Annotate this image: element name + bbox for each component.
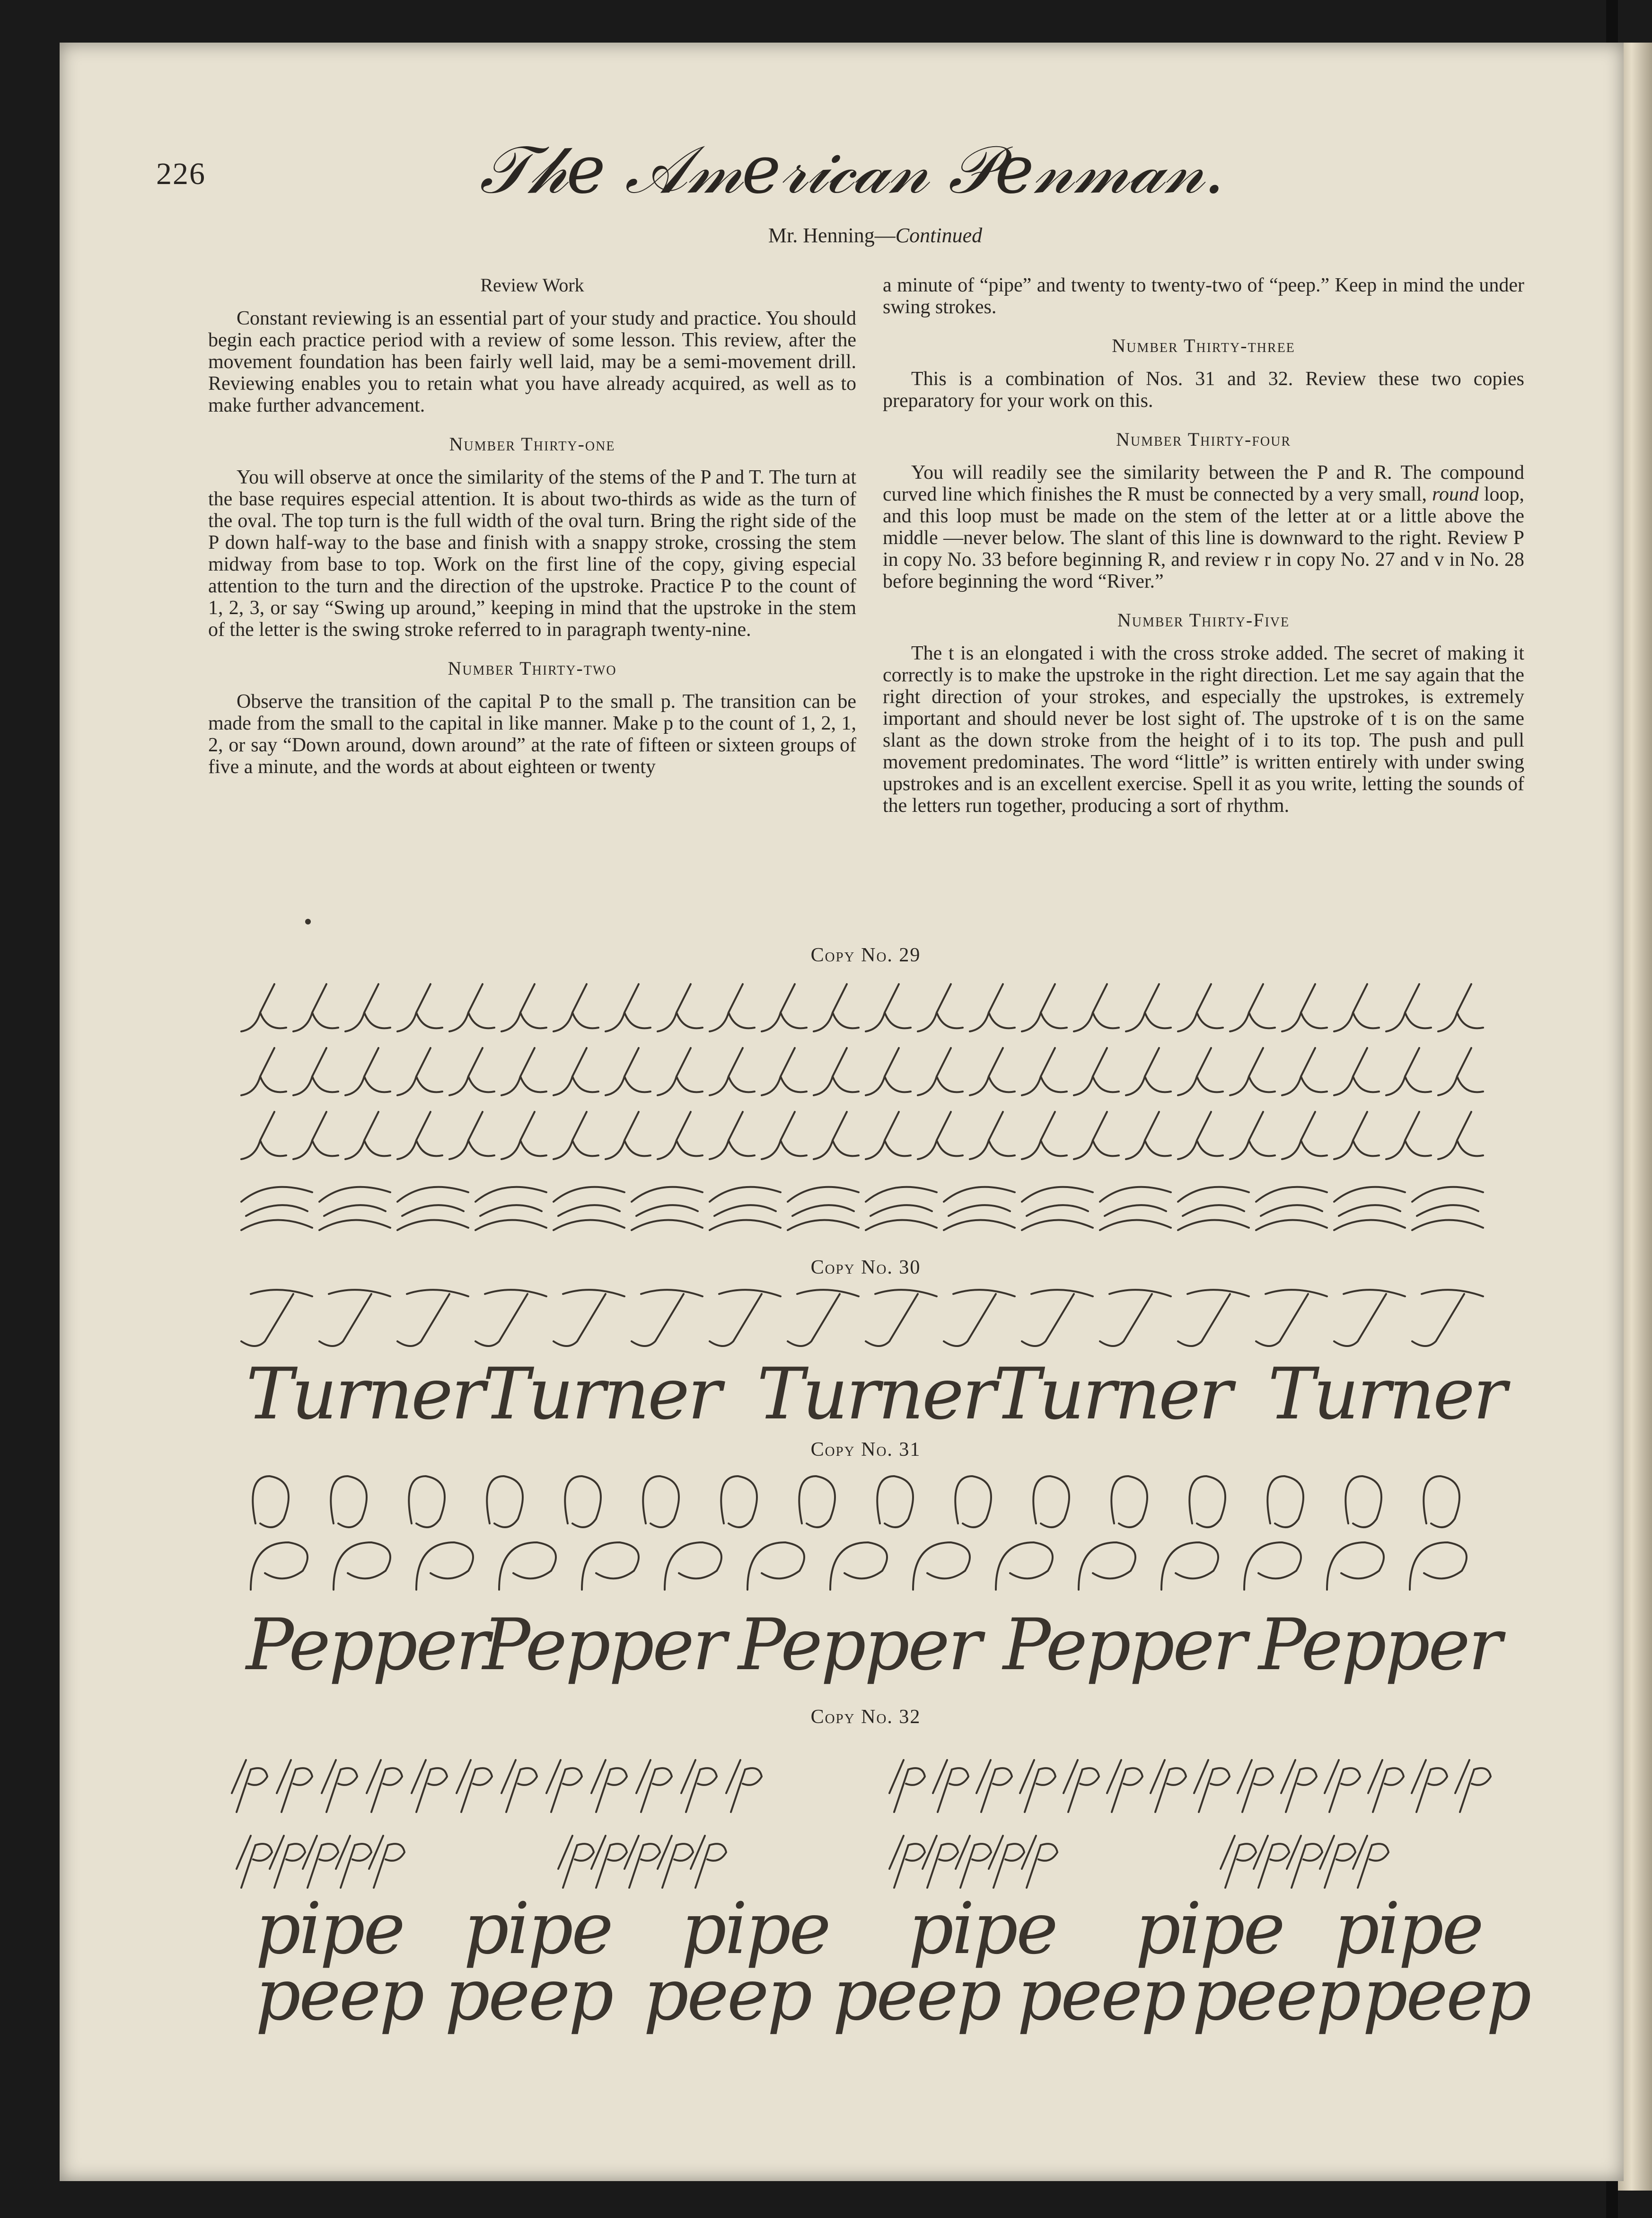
stem-stroke: [241, 984, 286, 1031]
capital-p-stroke: [251, 1542, 308, 1590]
byline: Mr. Henning—Continued: [768, 224, 983, 247]
p-transition-stroke: [1325, 1760, 1360, 1812]
copy-label-29: Copy No. 29: [810, 944, 921, 966]
p-transition-stroke: [1412, 1760, 1447, 1812]
stem-stroke: [241, 1048, 286, 1095]
stem-stroke: [1022, 984, 1067, 1031]
p-transition-stroke: [726, 1760, 762, 1812]
oval-drill-stroke: [1100, 1187, 1171, 1230]
stem-stroke: [1126, 1048, 1171, 1095]
copy-31-word-2: Pepper: [483, 1604, 725, 1686]
stem-stroke: [1438, 1048, 1483, 1095]
ink-speck: [305, 919, 311, 924]
capital-t-stroke: [866, 1290, 937, 1346]
oval-drill-stroke: [241, 1187, 312, 1230]
capital-p-stroke: [747, 1542, 804, 1590]
copy-30-word-2: Turner: [483, 1353, 720, 1435]
copy-30-word-1: Turner: [246, 1353, 483, 1435]
stem-stroke: [1022, 1112, 1067, 1159]
small-p-stroke: [1287, 1836, 1322, 1888]
stem-stroke: [345, 1048, 390, 1095]
copy-32-peep-3: peep: [643, 1954, 811, 2036]
stem-stroke: [397, 1112, 442, 1159]
stem-stroke: [345, 1112, 390, 1159]
stem-stroke: [345, 984, 390, 1031]
stem-stroke: [658, 984, 703, 1031]
capital-t-stroke: [632, 1290, 703, 1346]
stem-stroke: [866, 1112, 911, 1159]
stem-stroke: [710, 1048, 755, 1095]
capital-t-stroke: [1022, 1290, 1093, 1346]
oval-drill-stroke: [944, 1187, 1015, 1230]
oval-drill-stroke: [1022, 1187, 1093, 1230]
capital-p-stroke: [1161, 1542, 1218, 1590]
capital-t-stroke: [1100, 1290, 1171, 1346]
stem-stroke: [866, 984, 911, 1031]
stem-stroke: [710, 984, 755, 1031]
stem-stroke: [762, 984, 807, 1031]
stem-stroke: [1230, 984, 1275, 1031]
stem-stroke: [606, 1112, 650, 1159]
stem-stroke: [866, 1048, 911, 1095]
small-p-stroke: [1221, 1836, 1256, 1888]
copy-31-capital-rows: [237, 1471, 1514, 1594]
copy-31-word-4: Pepper: [1003, 1604, 1245, 1686]
p-transition-stroke: [1238, 1760, 1273, 1812]
capital-u-stroke: [877, 1476, 913, 1527]
stem-stroke: [1126, 984, 1171, 1031]
p-transition-stroke: [1063, 1760, 1099, 1812]
copy-32-pipe-4: pipe: [908, 1888, 1056, 1970]
stem-stroke: [1386, 1048, 1431, 1095]
copy-32-p-rows: [227, 1736, 1504, 1907]
small-p-stroke: [1254, 1836, 1289, 1888]
stem-stroke: [397, 984, 442, 1031]
p-transition-stroke: [232, 1760, 267, 1812]
copy-32-peep-5: peep: [1017, 1954, 1185, 2036]
copy-label-31: Copy No. 31: [810, 1439, 921, 1461]
capital-p-stroke: [913, 1542, 970, 1590]
capital-p-stroke: [1327, 1542, 1384, 1590]
stem-stroke: [501, 1112, 546, 1159]
oval-drill-stroke: [397, 1187, 468, 1230]
stem-stroke: [918, 984, 963, 1031]
copy-32-pipe-5: pipe: [1135, 1888, 1283, 1970]
small-p-stroke: [237, 1836, 272, 1888]
capital-t-stroke: [1178, 1290, 1249, 1346]
capital-u-stroke: [799, 1476, 835, 1527]
stem-stroke: [1126, 1112, 1171, 1159]
small-p-stroke: [369, 1836, 404, 1888]
copy-32-peep-4: peep: [833, 1954, 1000, 2036]
capital-p-stroke: [1410, 1542, 1467, 1590]
small-p-stroke: [591, 1836, 627, 1888]
p-transition-stroke: [933, 1760, 968, 1812]
right-column: [883, 274, 1524, 834]
copy-32-pipe-1: pipe: [255, 1888, 404, 1970]
capital-u-stroke: [955, 1476, 991, 1527]
capital-p-stroke: [416, 1542, 473, 1590]
p-transition-stroke: [1194, 1760, 1230, 1812]
heading-thirty-three: Number Thirty-three: [1112, 335, 1295, 356]
small-p-stroke: [658, 1836, 693, 1888]
capital-u-stroke: [487, 1476, 523, 1527]
capital-t-stroke: [475, 1290, 546, 1346]
copy-31-word-3: Pepper: [738, 1604, 980, 1686]
copy-31-word-5: Pepper: [1258, 1604, 1501, 1686]
heading-review-work: Review Work: [480, 274, 584, 296]
p-transition-stroke: [546, 1760, 582, 1812]
small-p-stroke: [956, 1836, 991, 1888]
capital-p-stroke: [665, 1542, 721, 1590]
capital-u-stroke: [253, 1476, 289, 1527]
capital-t-stroke: [710, 1290, 781, 1346]
oval-drill-stroke: [1334, 1187, 1405, 1230]
stem-stroke: [1386, 1112, 1431, 1159]
p-transition-stroke: [636, 1760, 672, 1812]
p-transition-stroke: [412, 1760, 447, 1812]
capital-p-stroke: [996, 1542, 1053, 1590]
stem-stroke: [1282, 1048, 1327, 1095]
heading-thirty-five: Number Thirty-Five: [1117, 609, 1290, 631]
copy-32-pipe-6: pipe: [1334, 1888, 1482, 1970]
capital-u-stroke: [1424, 1476, 1459, 1527]
copy-29-strokes: [237, 975, 1504, 1240]
copy-30-word-4: Turner: [993, 1353, 1231, 1435]
stem-stroke: [1074, 1112, 1119, 1159]
capital-u-stroke: [1345, 1476, 1381, 1527]
stem-stroke: [814, 984, 859, 1031]
small-p-stroke: [923, 1836, 958, 1888]
small-p-stroke: [303, 1836, 338, 1888]
stem-stroke: [1230, 1112, 1275, 1159]
stem-stroke: [1074, 1048, 1119, 1095]
stem-stroke: [449, 1048, 494, 1095]
left-column: [208, 274, 856, 795]
oval-drill-stroke: [788, 1187, 859, 1230]
copy-32-pipe-2: pipe: [464, 1888, 612, 1970]
capital-p-stroke: [830, 1542, 887, 1590]
p-transition-stroke: [889, 1760, 925, 1812]
oval-drill-stroke: [1256, 1187, 1327, 1230]
stem-stroke: [501, 984, 546, 1031]
p-transition-stroke: [1020, 1760, 1055, 1812]
stem-stroke: [449, 1112, 494, 1159]
capital-t-stroke: [241, 1290, 312, 1346]
stem-stroke: [970, 984, 1015, 1031]
stem-stroke: [814, 1112, 859, 1159]
capital-t-stroke: [554, 1290, 624, 1346]
copy-32-peep-6: peep: [1192, 1954, 1360, 2036]
oval-drill-stroke: [554, 1187, 624, 1230]
stem-stroke: [918, 1112, 963, 1159]
copy-30-word-5: Turner: [1268, 1353, 1505, 1435]
stem-stroke: [1074, 984, 1119, 1031]
copy-30-capital-t-row: [237, 1287, 1514, 1353]
stem-stroke: [1178, 1112, 1223, 1159]
stem-stroke: [658, 1048, 703, 1095]
stem-stroke: [1022, 1048, 1067, 1095]
capital-t-stroke: [1412, 1290, 1483, 1346]
copy-30-word-3: Turner: [757, 1353, 994, 1435]
stem-stroke: [241, 1112, 286, 1159]
capital-u-stroke: [565, 1476, 601, 1527]
capital-u-stroke: [1033, 1476, 1069, 1527]
paragraph-thirty-four: You will readily see the similarity between the P and R. The compound curved line which finishes the R must be connected by a very small, round loop, and this loop must be made on the stem of the letter at or a little above the middle —never below. The slant of this line is downward to the right. Review P in copy No. 33 before beginning R, and review r in copy No. 27 and v in No. 28 before beginning the word “River.”: [883, 462, 1525, 592]
stem-stroke: [554, 1112, 598, 1159]
copy-label-32: Copy No. 32: [810, 1706, 921, 1728]
capital-t-stroke: [788, 1290, 859, 1346]
p-transition-stroke: [1281, 1760, 1317, 1812]
p-transition-stroke: [1107, 1760, 1142, 1812]
capital-u-stroke: [1111, 1476, 1147, 1527]
small-p-stroke: [558, 1836, 594, 1888]
p-transition-stroke: [1455, 1760, 1491, 1812]
paragraph-thirty-three: This is a combination of Nos. 31 and 32. Review these two copies preparatory for your work on this.: [883, 368, 1524, 412]
copy-32-peep-7: peep: [1362, 1954, 1530, 2036]
capital-p-stroke: [582, 1542, 639, 1590]
paragraph-continued: a minute of “pipe” and twenty to twenty-two of “peep.” Keep in mind the under swing strokes.: [883, 274, 1524, 318]
stem-stroke: [658, 1112, 703, 1159]
small-p-stroke: [624, 1836, 660, 1888]
copy-31-word-1: Pepper: [246, 1604, 488, 1686]
stem-stroke: [1178, 1048, 1223, 1095]
stem-stroke: [554, 1048, 598, 1095]
capital-u-stroke: [331, 1476, 367, 1527]
p-transition-stroke: [457, 1760, 492, 1812]
capital-p-stroke: [499, 1542, 556, 1590]
stem-stroke: [1282, 984, 1327, 1031]
stem-stroke: [970, 1048, 1015, 1095]
stem-stroke: [606, 1048, 650, 1095]
small-p-stroke: [336, 1836, 371, 1888]
heading-thirty-two: Number Thirty-two: [448, 658, 617, 679]
capital-u-stroke: [721, 1476, 757, 1527]
small-p-stroke: [691, 1836, 726, 1888]
page-number: 226: [156, 157, 206, 191]
capital-t-stroke: [319, 1290, 390, 1346]
stem-stroke: [1386, 984, 1431, 1031]
copy-label-30: Copy No. 30: [810, 1257, 921, 1278]
p-transition-stroke: [591, 1760, 627, 1812]
oval-drill-stroke: [866, 1187, 937, 1230]
capital-t-stroke: [944, 1290, 1015, 1346]
paragraph-thirty-five: The t is an elongated i with the cross stroke added. The secret of making it correctly is to make the upstroke in the right direction. Let me say again that the right direction of your strokes, and especially the upstrokes, is extremely important and should never be lost sight of. The upstroke of t is on the same slant as the down stroke from the height of i to its top. The push and pull movement predominates. The word “little” is written entirely with under swing upstrokes and is an excellent exercise. Spell it as you write, letting the sounds of the letters run together, producing a sort of rhythm.: [883, 643, 1524, 817]
small-p-stroke: [889, 1836, 925, 1888]
capital-u-stroke: [1189, 1476, 1225, 1527]
capital-u-stroke: [1267, 1476, 1303, 1527]
p-transition-stroke: [976, 1760, 1012, 1812]
oval-drill-stroke: [632, 1187, 703, 1230]
stem-stroke: [501, 1048, 546, 1095]
small-p-stroke: [989, 1836, 1024, 1888]
oval-drill-stroke: [1178, 1187, 1249, 1230]
oval-drill-stroke: [710, 1187, 781, 1230]
copy-32-pipe-3: pipe: [681, 1888, 829, 1970]
small-p-stroke: [270, 1836, 305, 1888]
stem-stroke: [814, 1048, 859, 1095]
stem-stroke: [606, 984, 650, 1031]
stem-stroke: [293, 984, 338, 1031]
capital-u-stroke: [409, 1476, 445, 1527]
stem-stroke: [1334, 1048, 1379, 1095]
stem-stroke: [970, 1112, 1015, 1159]
capital-u-stroke: [643, 1476, 679, 1527]
stem-stroke: [1438, 1112, 1483, 1159]
small-p-stroke: [1353, 1836, 1388, 1888]
stem-stroke: [1282, 1112, 1327, 1159]
masthead-logo: 𝒯𝒽𝑒 𝒜𝓂𝑒𝓇𝒾𝒸𝒶𝓃 𝒫𝑒𝓃𝓂𝒶𝓃.: [479, 132, 1224, 209]
small-p-stroke: [1022, 1836, 1057, 1888]
p-transition-stroke: [367, 1760, 402, 1812]
stem-stroke: [1438, 984, 1483, 1031]
stem-stroke: [1334, 984, 1379, 1031]
p-transition-stroke: [322, 1760, 357, 1812]
stem-stroke: [293, 1048, 338, 1095]
oval-drill-stroke: [319, 1187, 390, 1230]
p-transition-stroke: [277, 1760, 312, 1812]
heading-thirty-four: Number Thirty-four: [1116, 429, 1292, 450]
oval-drill-stroke: [475, 1187, 546, 1230]
capital-p-stroke: [334, 1542, 390, 1590]
heading-thirty-one: Number Thirty-one: [449, 433, 615, 455]
stem-stroke: [710, 1112, 755, 1159]
stem-stroke: [918, 1048, 963, 1095]
capital-t-stroke: [1334, 1290, 1405, 1346]
capital-p-stroke: [1244, 1542, 1301, 1590]
capital-t-stroke: [397, 1290, 468, 1346]
p-transition-stroke: [1151, 1760, 1186, 1812]
stem-stroke: [762, 1048, 807, 1095]
stem-stroke: [762, 1112, 807, 1159]
stem-stroke: [397, 1048, 442, 1095]
paragraph-thirty-two: Observe the transition of the capital P to the small p. The transition can be made from the small to the capital in like manner. Make p to the count of 1, 2, 1, 2, or say “Down around, down around” at the rate of fifteen or sixteen groups of five a minute, and the words at about eighteen or twenty: [208, 691, 856, 778]
stem-stroke: [554, 984, 598, 1031]
copy-32-peep-1: peep: [255, 1954, 423, 2036]
stem-stroke: [1334, 1112, 1379, 1159]
capital-t-stroke: [1256, 1290, 1327, 1346]
oval-drill-stroke: [1412, 1187, 1483, 1230]
copy-32-peep-2: peep: [445, 1954, 612, 2036]
paragraph-review: Constant reviewing is an essential part of your study and practice. You should begin each practice period with a review of some lesson. This review, after the movement foundation has been fairly well laid, may be a semi-movement drill. Reviewing enables you to retain what you have already acquired, as well as to make further advancement.: [208, 308, 856, 416]
stem-stroke: [293, 1112, 338, 1159]
paragraph-thirty-one: You will observe at once the similarity of the stems of the P and T. The turn at the base requires especial attention. It is about two-thirds as wide as the turn of the oval. The top turn is the full width of the oval turn. Bring the right side of the P down half-way to the base and finish with a snappy stroke, crossing the stem midway from base to top. Work on the first line of the copy, giving especial attention to the turn and the direction of the upstroke. Practice P to the count of 1, 2, 3, or say “Swing up around,” keeping in mind that the upstroke in the stem of the letter is the swing stroke referred to in paragraph twenty-nine.: [208, 466, 856, 641]
stem-stroke: [1230, 1048, 1275, 1095]
capital-p-stroke: [1079, 1542, 1135, 1590]
p-transition-stroke: [501, 1760, 537, 1812]
stem-stroke: [1178, 984, 1223, 1031]
stem-stroke: [449, 984, 494, 1031]
p-transition-stroke: [681, 1760, 717, 1812]
small-p-stroke: [1320, 1836, 1355, 1888]
p-transition-stroke: [1368, 1760, 1404, 1812]
